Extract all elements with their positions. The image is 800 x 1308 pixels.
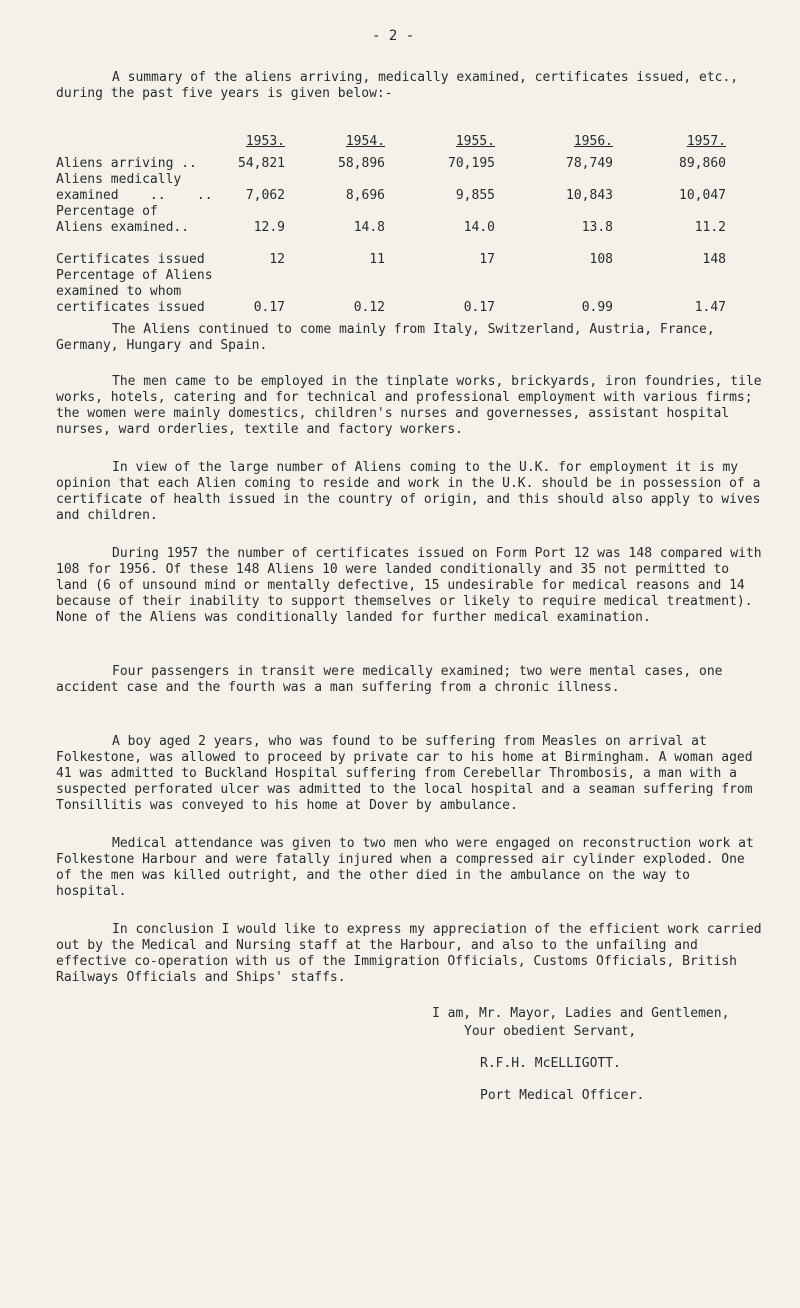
row-label: Percentage of Aliens examined to whom certificates issued	[56, 268, 213, 315]
table-cell: 1.47	[694, 300, 726, 315]
table-cell: 9,855	[455, 188, 495, 203]
row-label: Certificates issued	[56, 252, 205, 267]
closing-valediction: Your obedient Servant,	[464, 1024, 637, 1039]
row-label: Percentage of Aliens examined..	[56, 204, 190, 235]
table-cell: 58,896	[338, 156, 385, 171]
closing-salutation: I am, Mr. Mayor, Ladies and Gentlemen,	[432, 1006, 730, 1021]
table-cell: 89,860	[679, 156, 726, 171]
paragraph-cases: A boy aged 2 years, who was found to be suffering from Measles on arrival at Folkestone, was allowed to proceed by private car to his home at Birmingham. A woman aged 41 was admitted to Buckland Hospital suffering from Cerebellar Thrombosis, a man with a suspected perforated ulcer was admitted to the local hospital and a seaman suffering from Tonsillitis was conveyed to his home at Dover by ambulance.	[56, 734, 753, 813]
year-header: 1956.	[573, 134, 613, 149]
table-cell: 148	[702, 252, 726, 267]
table-cell: 11	[369, 252, 385, 267]
table-cell: 0.12	[353, 300, 385, 315]
table-cell: 14.0	[463, 220, 495, 235]
table-cell: 108	[589, 252, 613, 267]
table-cell: 10,047	[679, 188, 726, 203]
row-label: Aliens arriving ..	[56, 156, 197, 171]
page-number: - 2 -	[372, 28, 415, 44]
row-label: Aliens medically examined .. ..	[56, 172, 213, 203]
table-cell: 70,195	[448, 156, 495, 171]
table-cell: 10,843	[566, 188, 613, 203]
table-cell: 7,062	[245, 188, 285, 203]
paragraph-employment: The men came to be employed in the tinplate works, brickyards, iron foundries, tile works, hotels, catering and for technical and professional employment with various firms; the women were mainly domestics, children's nurses and governesses, assistant hospital nurses, ward orderlies, textile and factory workers.	[56, 374, 762, 437]
table-cell: 12	[269, 252, 285, 267]
table-cell: 8,696	[345, 188, 385, 203]
signatory-title: Port Medical Officer.	[480, 1088, 645, 1103]
table-cell: 78,749	[566, 156, 613, 171]
paragraph-transit-passengers: Four passengers in transit were medically examined; two were mental cases, one accident case and the fourth was a man suffering from a chronic illness.	[56, 664, 723, 695]
paragraph-conclusion: In conclusion I would like to express my appreciation of the efficient work carried out by the Medical and Nursing staff at the Harbour, and also to the unfailing and effective co-operation with us of the Immigration Officials, Customs Officials, British Railways Officials and Ships' staffs.	[56, 922, 762, 985]
paragraph-fatal-accident: Medical attendance was given to two men who were engaged on reconstruction work at Folkestone Harbour and were fatally injured when a compressed air cylinder exploded. One of the men was killed outright, and the other died in the ambulance on the way to hospital.	[56, 836, 754, 899]
paragraph-certificates-issued: During 1957 the number of certificates issued on Form Port 12 was 148 compared with 108 for 1956. Of these 148 Aliens 10 were landed conditionally and 35 not permitted to land (6 of unsound mind or mentally defective, 15 undesirable for medical reasons and 14 because of their inability to support themselves or likely to require medical treatment). None of the Aliens was conditionally landed for further medical examination.	[56, 546, 762, 625]
table-cell: 0.17	[253, 300, 285, 315]
signatory-name: R.F.H. McELLIGOTT.	[480, 1056, 621, 1071]
intro-paragraph: A summary of the aliens arriving, medically examined, certificates issued, etc., during the past five years is given below:-	[56, 70, 739, 101]
year-header: 1953.	[245, 134, 285, 149]
table-cell: 14.8	[353, 220, 385, 235]
table-cell: 17	[479, 252, 495, 267]
paragraph-health-certificate: In view of the large number of Aliens coming to the U.K. for employment it is my opinion that each Alien coming to reside and work in the U.K. should be in possession of a certificate of health issued in the country of origin, and this should also apply to wives and children.	[56, 460, 761, 523]
year-header: 1955.	[455, 134, 495, 149]
table-cell: 11.2	[694, 220, 726, 235]
table-cell: 0.99	[581, 300, 613, 315]
table-cell: 0.17	[463, 300, 495, 315]
year-header: 1957.	[686, 134, 726, 149]
table-cell: 54,821	[238, 156, 285, 171]
table-cell: 13.8	[581, 220, 613, 235]
table-cell: 12.9	[253, 220, 285, 235]
year-header: 1954.	[345, 134, 385, 149]
paragraph-countries: The Aliens continued to come mainly from Italy, Switzerland, Austria, France, Germany, Hungary and Spain.	[56, 322, 715, 353]
